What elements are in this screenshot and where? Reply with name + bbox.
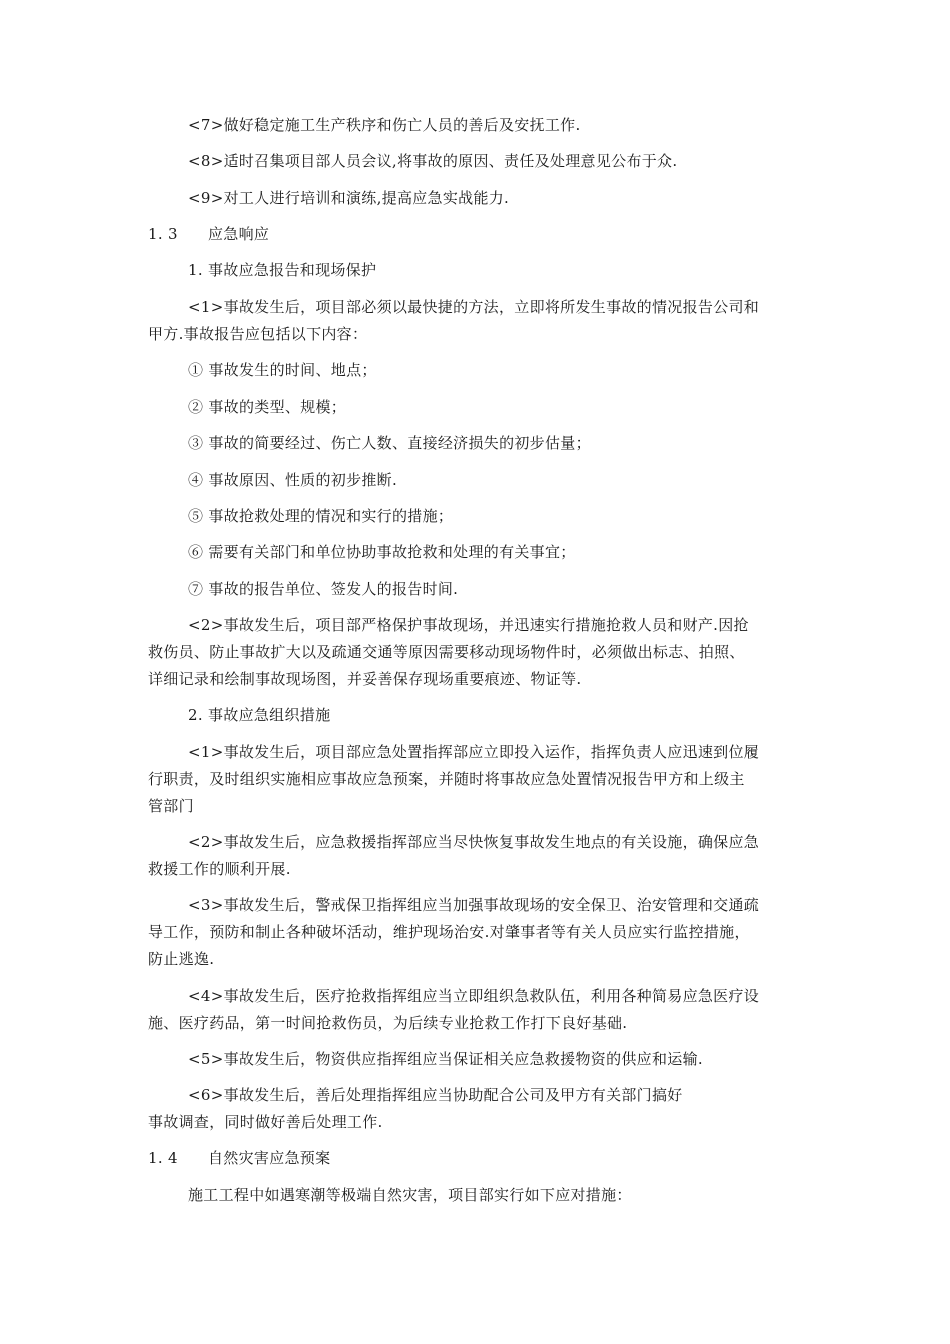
list-item: ⑤ 事故抢救处理的情况和实行的措施； (188, 507, 454, 525)
list-item: ④ 事故原因、性质的初步推断. (188, 471, 398, 489)
paragraph-line: 管部门 (148, 797, 194, 815)
paragraph-line: <3>事故发生后，警戒保卫指挥组应当加强事故现场的安全保卫、治安管理和交通疏 (188, 896, 760, 914)
paragraph-line: <1>事故发生后，项目部应急处置指挥部应立即投入运作，指挥负责人应迅速到位履 (188, 743, 760, 761)
paragraph-line: 行职责，及时组织实施相应事故应急预案，并随时将事故应急处置情况报告甲方和上级主 (148, 770, 745, 788)
paragraph-line: 施、医疗药品，第一时间抢救伤员，为后续专业抢救工作打下良好基础. (148, 1014, 628, 1032)
paragraph-line: <2>事故发生后，项目部严格保护事故现场，并迅速实行措施抢救人员和财产.因抢 (188, 616, 749, 634)
section-heading-1-3 (148, 224, 269, 244)
paragraph-line: <6>事故发生后，善后处理指挥组应当协助配合公司及甲方有关部门搞好 (188, 1086, 683, 1104)
paragraph-line: <2>事故发生后，应急救援指挥部应当尽快恢复事故发生地点的有关设施，确保应急 (188, 833, 760, 851)
section-title: 自然灾害应急预案 (208, 1149, 331, 1167)
paragraph-line: 事故调查，同时做好善后处理工作. (148, 1113, 383, 1131)
paragraph-line: 导工作，预防和制止各种破坏活动，维护现场治安.对肇事者等有关人员应实行监控措施， (148, 923, 750, 941)
paragraph-line: <9>对工人进行培训和演练,提高应急实战能力. (188, 189, 510, 207)
list-item: ⑥ 需要有关部门和单位协助事故抢救和处理的有关事宜； (188, 543, 576, 561)
paragraph-line: <1>事故发生后，项目部必须以最快捷的方法，立即将所发生事故的情况报告公司和 (188, 298, 760, 316)
paragraph-line: <8>适时召集项目部人员会议,将事故的原因、责任及处理意见公布于众. (188, 152, 678, 170)
paragraph-line: 防止逃逸. (148, 950, 215, 968)
paragraph-line: <5>事故发生后，物资供应指挥组应当保证相关应急救援物资的供应和运输. (188, 1050, 703, 1068)
subsection-title: 1. 事故应急报告和现场保护 (188, 261, 377, 279)
list-item: ③ 事故的简要经过、伤亡人数、直接经济损失的初步估量； (188, 434, 591, 452)
subsection-title: 2. 事故应急组织措施 (188, 706, 331, 724)
paragraph-line: 救援工作的顺利开展. (148, 860, 291, 878)
list-item: ② 事故的类型、规模； (188, 398, 347, 416)
section-number: 1. 3 (148, 225, 178, 243)
paragraph-line: 甲方.事故报告应包括以下内容： (148, 325, 368, 343)
paragraph-line: 详细记录和绘制事故现场图，并妥善保存现场重要痕迹、物证等. (148, 670, 582, 688)
section-heading-1-4 (148, 1148, 330, 1168)
paragraph-line: <4>事故发生后，医疗抢救指挥组应当立即组织急救队伍，利用各种简易应急医疗设 (188, 987, 760, 1005)
list-item: ⑦ 事故的报告单位、签发人的报告时间. (188, 580, 459, 598)
section-number: 1. 4 (148, 1149, 178, 1167)
paragraph-line: 施工工程中如遇寒潮等极端自然灾害，项目部实行如下应对措施： (188, 1186, 632, 1204)
paragraph-line: <7>做好稳定施工生产秩序和伤亡人员的善后及安抚工作. (188, 116, 581, 134)
paragraph-line: 救伤员、防止事故扩大以及疏通交通等原因需要移动现场物件时，必须做出标志、拍照、 (148, 643, 745, 661)
section-title: 应急响应 (208, 225, 270, 243)
list-item: ① 事故发生的时间、地点； (188, 361, 377, 379)
